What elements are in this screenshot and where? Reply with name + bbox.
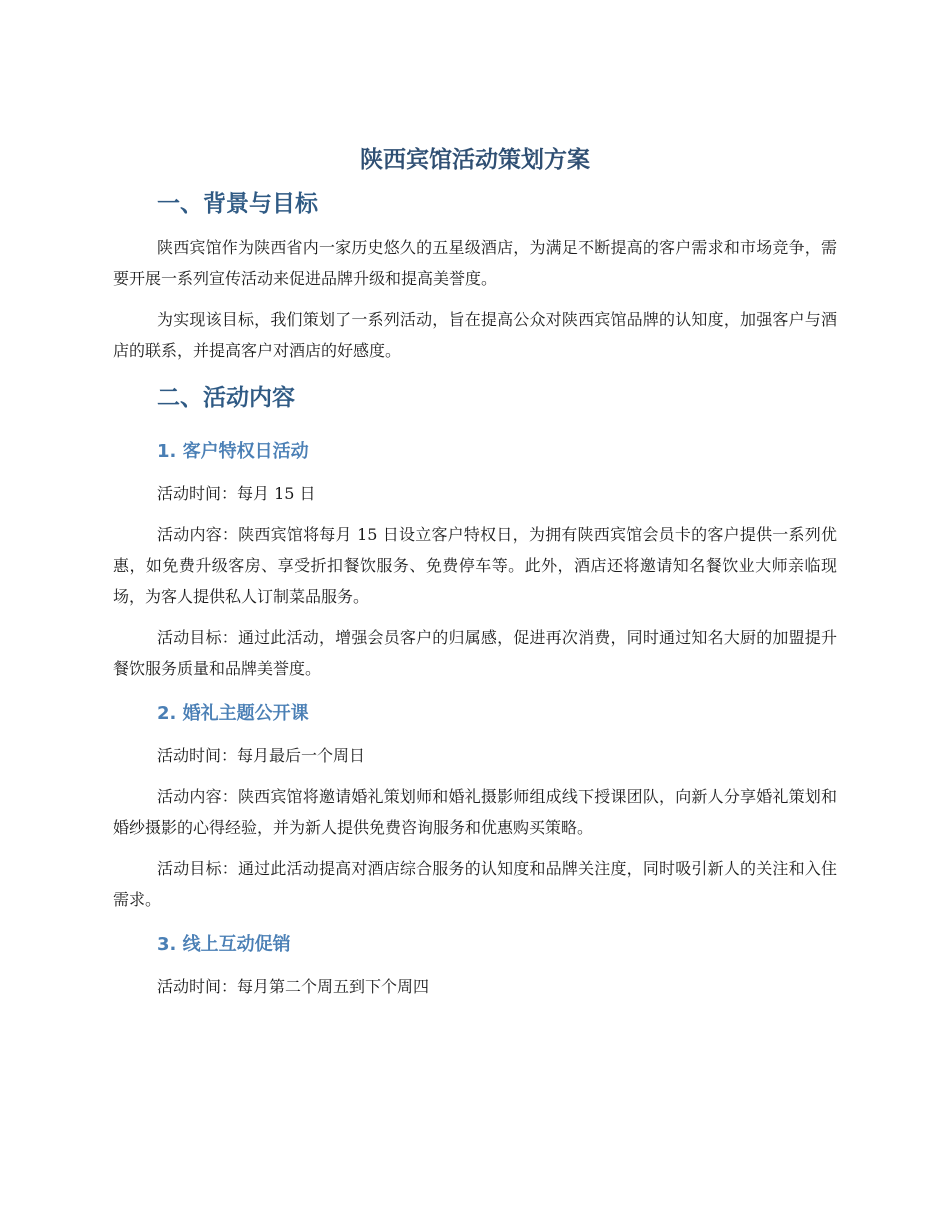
activity-1-time: 活动时间：每月 15 日 (157, 484, 316, 503)
activity-1-content: 活动内容：陕西宾馆将每月 15 日设立客户特权日，为拥有陕西宾馆会员卡的客户提供一系列优惠，如免费升级客房、享受折扣餐饮服务、免费停车等。此外，酒店还将邀请知名餐饮业大师亲临现场，为客人提供私人订制菜品服务。 (113, 525, 837, 606)
activity-heading-1: 1. 客户特权日活动 (157, 441, 309, 462)
paragraph-background-2: 为实现该目标，我们策划了一系列活动，旨在提高公众对陕西宾馆品牌的认知度，加强客户与酒店的联系，并提高客户对酒店的好感度。 (113, 310, 837, 360)
activity-2-time: 活动时间：每月最后一个周日 (157, 746, 366, 765)
activity-2-content: 活动内容：陕西宾馆将邀请婚礼策划师和婚礼摄影师组成线下授课团队，向新人分享婚礼策划和婚纱摄影的心得经验，并为新人提供免费咨询服务和优惠购买策略。 (113, 787, 837, 837)
activity-3-time: 活动时间：每月第二个周五到下个周四 (157, 977, 430, 996)
activity-heading-3: 3. 线上互动促销 (157, 934, 291, 955)
document-page (113, 140, 837, 1002)
document-title: 陕西宾馆活动策划方案 (360, 147, 590, 173)
section-heading-activities: 二、活动内容 (157, 385, 295, 411)
paragraph-background-1: 陕西宾馆作为陕西省内一家历史悠久的五星级酒店，为满足不断提高的客户需求和市场竞争，需要开展一系列宣传活动来促进品牌升级和提高美誉度。 (113, 238, 837, 288)
activity-2-goal: 活动目标：通过此活动提高对酒店综合服务的认知度和品牌关注度，同时吸引新人的关注和入住需求。 (113, 859, 837, 909)
activity-heading-2: 2. 婚礼主题公开课 (157, 703, 309, 724)
activity-1-goal: 活动目标：通过此活动，增强会员客户的归属感，促进再次消费，同时通过知名大厨的加盟提升餐饮服务质量和品牌美誉度。 (113, 628, 837, 678)
section-heading-background: 一、背景与目标 (157, 191, 318, 217)
